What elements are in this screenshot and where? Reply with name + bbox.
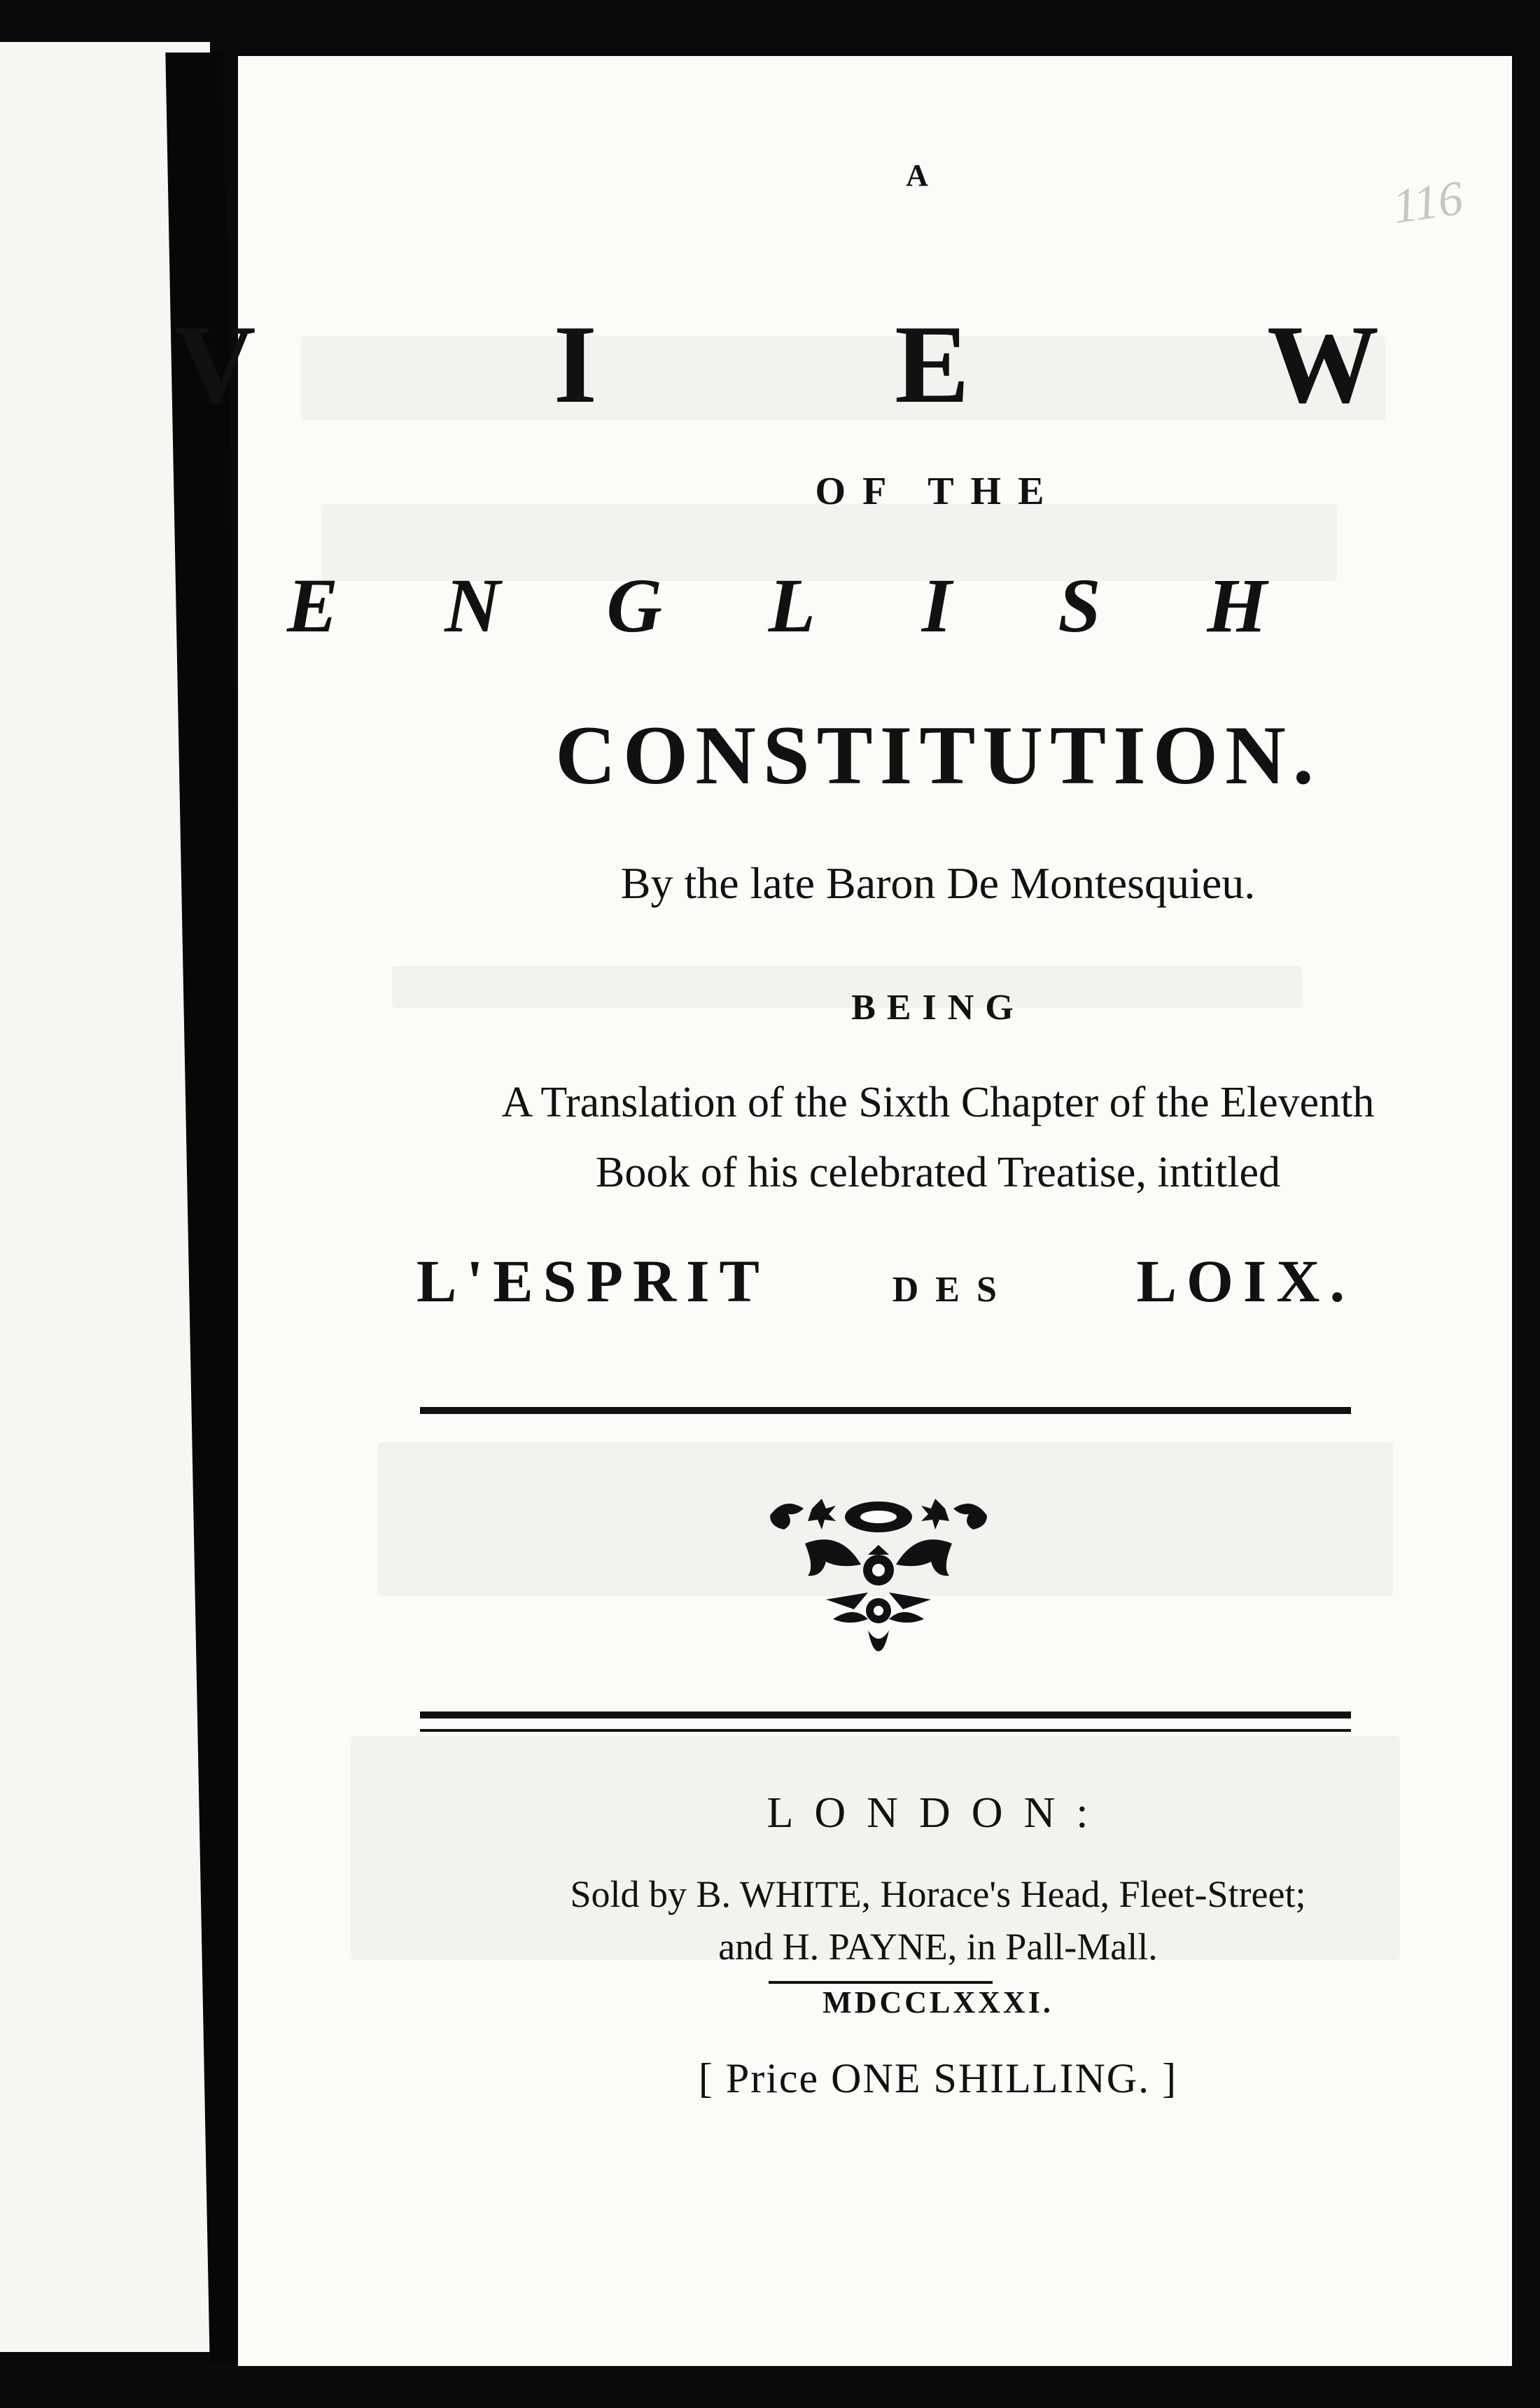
view-letter: E (895, 302, 969, 426)
article: A (906, 158, 928, 192)
double-rule-top (420, 1712, 1351, 1718)
imprint-city: LONDON: (766, 1789, 1110, 1837)
english-letter: N (444, 563, 500, 648)
double-rule-bottom (420, 1729, 1351, 1732)
loix: LOIX. (1136, 1247, 1354, 1315)
shelf-mark: 116 (1390, 171, 1466, 234)
description-line-2: Book of his celebrated Treatise, intitled (595, 1149, 1281, 1196)
title-view (175, 302, 1379, 426)
author-byline: By the late Baron De Montesquieu. (620, 858, 1256, 908)
title-constitution: CONSTITUTION. (555, 708, 1321, 802)
of-the: OF THE (815, 470, 1061, 513)
date-rule (769, 1981, 993, 1984)
imprint-line-2: and H. PAYNE, in Pall-Mall. (718, 1926, 1158, 1968)
view-letter: W (1267, 302, 1379, 426)
view-letter: I (553, 302, 597, 426)
work-title (416, 1246, 1354, 1316)
rule-divider (420, 1407, 1351, 1414)
imprint-date: MDCCLXXXI. (822, 1985, 1054, 2019)
english-letter: G (606, 563, 662, 648)
english-letter: H (1207, 563, 1267, 648)
english-letter: E (287, 563, 339, 648)
imprint-price: [ Price ONE SHILLING. ] (698, 2055, 1178, 2101)
esprit: L'ESPRIT (416, 1247, 769, 1315)
printers-ornament-icon (763, 1488, 994, 1656)
description-line-1: A Translation of the Sixth Chapter of the Eleventh (501, 1079, 1375, 1126)
english-letter: S (1058, 563, 1101, 648)
imprint-line-1: Sold by B. WHITE, Horace's Head, Fleet-Street; (570, 1873, 1306, 1915)
english-letter: I (921, 563, 952, 648)
being: BEING (851, 988, 1025, 1028)
english-letter: L (768, 563, 816, 648)
view-letter: V (175, 302, 256, 426)
title-english (287, 563, 1267, 648)
des: DES (892, 1270, 1014, 1310)
